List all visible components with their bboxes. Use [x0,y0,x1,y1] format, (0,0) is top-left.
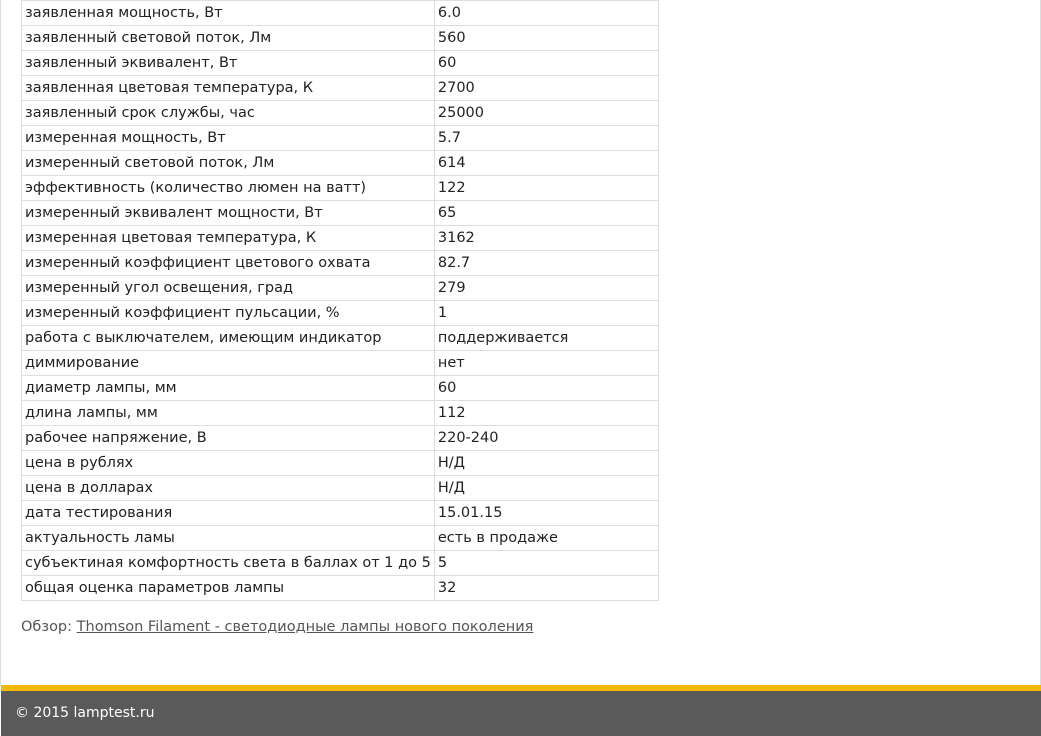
table-row [22,551,659,576]
spec-value-cell: 82.7 [434,251,658,276]
spec-value-cell: 122 [434,176,658,201]
footer-copyright: © 2015 lamptest.ru [15,705,155,721]
spec-name-cell: работа с выключателем, имеющим индикатор [22,326,435,351]
spec-value-cell: 5.7 [434,126,658,151]
spec-value-cell: 5 [434,551,658,576]
table-row [22,201,659,226]
spec-name-cell: общая оценка параметров лампы [22,576,435,601]
spec-value-cell: 65 [434,201,658,226]
spec-name-cell: заявленный эквивалент, Вт [22,51,435,76]
table-row [22,1,659,26]
table-row [22,451,659,476]
table-row [22,176,659,201]
table-row [22,426,659,451]
spec-value-cell: есть в продаже [434,526,658,551]
spec-name-cell: измеренная цветовая температура, К [22,226,435,251]
table-row [22,376,659,401]
spec-value-cell: 15.01.15 [434,501,658,526]
spec-value-cell: поддерживается [434,326,658,351]
table-row [22,51,659,76]
spec-name-cell: измеренный коэффициент цветового охвата [22,251,435,276]
spec-name-cell: измеренный угол освещения, град [22,276,435,301]
spec-name-cell: заявленный срок службы, час [22,101,435,126]
content-left-border [0,0,1,686]
spec-value-cell: 32 [434,576,658,601]
spec-name-cell: заявленный световой поток, Лм [22,26,435,51]
spec-value-cell: нет [434,351,658,376]
spec-name-cell: дата тестирования [22,501,435,526]
spec-name-cell: субъектиная комфортность света в баллах от 1 до 5 [22,551,435,576]
spec-value-cell: 6.0 [434,1,658,26]
spec-name-cell: измеренный эквивалент мощности, Вт [22,201,435,226]
table-row [22,576,659,601]
table-row [22,101,659,126]
footer [1,691,1041,736]
spec-value-cell: Н/Д [434,476,658,501]
review-line [21,619,533,635]
table-row [22,526,659,551]
spec-value-cell: 112 [434,401,658,426]
spec-value-cell: 25000 [434,101,658,126]
spec-value-cell: 220-240 [434,426,658,451]
spec-value-cell: 60 [434,376,658,401]
spec-value-cell: 2700 [434,76,658,101]
spec-name-cell: заявленная мощность, Вт [22,1,435,26]
table-row [22,251,659,276]
table-row [22,326,659,351]
table-row [22,351,659,376]
spec-name-cell: длина лампы, мм [22,401,435,426]
table-row [22,26,659,51]
spec-name-cell: цена в долларах [22,476,435,501]
spec-name-cell: рабочее напряжение, В [22,426,435,451]
table-row [22,76,659,101]
spec-value-cell: 3162 [434,226,658,251]
spec-name-cell: измеренный световой поток, Лм [22,151,435,176]
spec-name-cell: эффективность (количество люмен на ватт) [22,176,435,201]
table-row [22,151,659,176]
spec-name-cell: заявленная цветовая температура, К [22,76,435,101]
spec-name-cell: измеренная мощность, Вт [22,126,435,151]
table-row [22,126,659,151]
spec-name-cell: диаметр лампы, мм [22,376,435,401]
spec-value-cell: 1 [434,301,658,326]
table-row [22,276,659,301]
table-row [22,301,659,326]
table-row [22,226,659,251]
spec-value-cell: 614 [434,151,658,176]
review-link[interactable]: Thomson Filament - светодиодные лампы нового поколения [76,619,534,635]
spec-value-cell: 279 [434,276,658,301]
table-row [22,501,659,526]
spec-value-cell: 560 [434,26,658,51]
spec-name-cell: диммирование [22,351,435,376]
spec-name-cell: измеренный коэффициент пульсации, % [22,301,435,326]
spec-name-cell: цена в рублях [22,451,435,476]
spec-name-cell: актуальность ламы [22,526,435,551]
specs-table [21,0,659,601]
table-row [22,476,659,501]
spec-value-cell: Н/Д [434,451,658,476]
specs-table-body [22,1,659,601]
table-row [22,401,659,426]
spec-value-cell: 60 [434,51,658,76]
review-label: Обзор: [21,619,73,635]
